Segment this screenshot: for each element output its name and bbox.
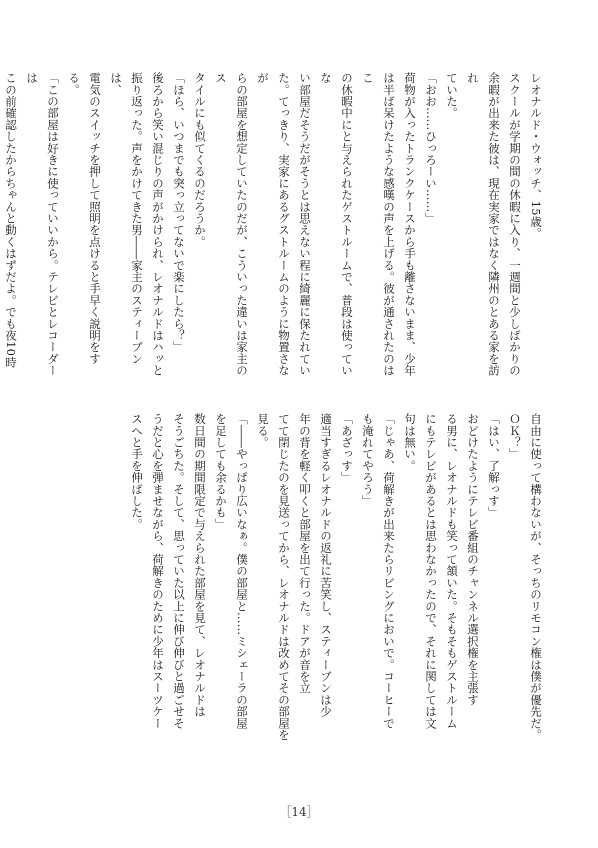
text-line: 自由に使って構わないが、そっちのリモコン権は僕が優先だ。 — [529, 413, 543, 741]
text-line: も淹れてやろう」 — [361, 413, 375, 507]
text-line: 「はい、了解っす」 — [487, 413, 501, 519]
text-line: ＯＫ？」 — [508, 413, 522, 460]
text-line: 句は無い。 — [403, 413, 417, 472]
text-line: 余暇が出来た彼は、現在実家ではなく隣州のとある家を訪れ — [466, 72, 501, 377]
text-line: ていた。 — [445, 72, 459, 119]
text-line: 「あざっす」 — [340, 413, 354, 484]
text-line: にもテレビがあるとは思わなかったので、それに関しては文 — [424, 413, 438, 729]
text-line: 「この部屋は好きに使っていいから。テレビとレコーダーは — [25, 72, 60, 377]
text-line: 「ほら、いつまでも突っ立ってないで楽にしたら？」 — [172, 72, 186, 353]
text-line: 振り返った。声をかけてきた男――家主のスティーブンは、 — [109, 72, 144, 365]
text-line: らの部屋を想定していたのだが、こういった違いは家主のス — [214, 72, 249, 377]
text-line: レオナルド・ウォッチ、15歳。 — [529, 72, 543, 240]
text-line: 年の背を軽く叩くと部屋を出て行った。ドアが音を立 — [298, 413, 312, 694]
text-line: 電気のスイッチを押して照明を点けると手早く説明をする。 — [67, 72, 102, 365]
text-line: 「――やっぱり広いなぁ。僕の部屋と……ミシェーラの部屋 — [235, 413, 249, 729]
text-line: てて閉じたのを見送ってから、レオナルドは改めてその部屋を — [277, 413, 291, 741]
text-line: 適当すぎるレオナルドの返礼に苦笑し、スティーブンは少 — [319, 413, 333, 718]
lower-text-block — [126, 413, 546, 795]
text-line: る男に、レオナルドも笑って頷いた。そもそもゲストルーム — [445, 413, 459, 729]
text-line: スへと手を伸ばした。 — [130, 413, 144, 530]
text-line: 「じゃあ、荷解きが出来たらリビングにおいで。コーヒーで — [382, 413, 396, 729]
text-line: 後ろから笑い混じりの声がかけられ、レオナルドはハッと — [151, 72, 165, 377]
text-line: た。てっきり、実家にあるグストルームのように物置さなが — [256, 72, 291, 377]
text-line: は半ば呆けたような感嘆の声を上げる。彼が通されたのはこ — [361, 72, 396, 377]
upper-text-block — [0, 72, 546, 377]
text-line: スクールが学期の間の休暇に入り、一週間と少しばかりの — [508, 72, 522, 377]
text-line: 荷物が入ったトランクケースから手も離さないまま、少年 — [403, 72, 417, 377]
text-line: この前確認したからちゃんと動くはずだよ。でも夜10時 — [4, 72, 18, 368]
text-line: 見る。 — [256, 413, 270, 449]
text-line: うだと心を弾ませながら、荷解きのために少年はスーツケー — [151, 413, 165, 729]
text-line: そうごちた。そして、思っていた以上に伸び伸びと過ごせそ — [172, 413, 186, 729]
text-line: い部屋だそうだがそうとは思えない程に綺麗に保たれてい — [298, 72, 312, 377]
text-line: を足しても余るかも」 — [214, 413, 228, 530]
text-line: おどけたようにテレビ番組のチャンネル選択権を主張す — [466, 413, 480, 706]
text-line: 数日間の期間限定で与えられた部屋を見て、レオナルドは — [193, 413, 207, 718]
text-line: の休暇中にと与えられたゲストルームで、普段は使っていな — [319, 72, 354, 377]
text-line: 「おお……ひっろーい……」 — [424, 72, 438, 225]
text-line: タイルにも似てくるのだろうか。 — [193, 72, 207, 248]
page-number: ［14］ — [279, 805, 319, 819]
